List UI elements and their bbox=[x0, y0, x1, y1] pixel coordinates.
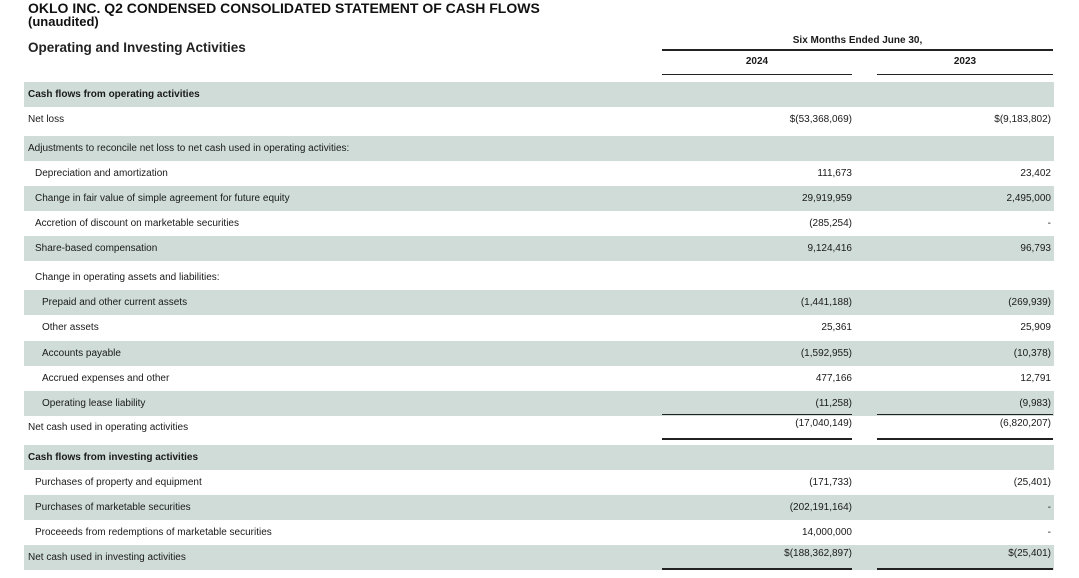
row-label: Accounts payable bbox=[42, 348, 121, 359]
value-2023: - bbox=[1047, 502, 1051, 513]
value-2023: 96,793 bbox=[1020, 243, 1051, 254]
row-label: Net cash used in investing activities bbox=[28, 552, 186, 563]
total-rule bbox=[662, 414, 852, 415]
value-2023: 2,495,000 bbox=[1006, 193, 1051, 204]
value-2023: 23,402 bbox=[1020, 168, 1051, 179]
total-rule bbox=[877, 568, 1053, 570]
row-label: Purchases of marketable securities bbox=[35, 502, 191, 513]
table-row bbox=[24, 265, 1054, 290]
page-title: OKLO INC. Q2 CONDENSED CONSOLIDATED STATEMENT OF CASH FLOWS bbox=[28, 0, 540, 16]
row-label: Adjustments to reconcile net loss to net cash used in operating activities: bbox=[28, 143, 350, 154]
table-row bbox=[24, 236, 1054, 261]
table-row bbox=[24, 495, 1054, 520]
row-label: Purchases of property and equipment bbox=[35, 477, 202, 488]
row-label: Share-based compensation bbox=[35, 243, 158, 254]
value-2023: 25,909 bbox=[1020, 322, 1051, 333]
year-2023-header: 2023 bbox=[953, 56, 977, 67]
row-label: Change in operating assets and liabilities: bbox=[35, 272, 220, 283]
value-2024 bbox=[692, 136, 852, 161]
value-2024: (202,191,164) bbox=[789, 502, 852, 513]
row-label: Proceeeds from redemptions of marketable securities bbox=[35, 527, 272, 538]
period-rule bbox=[662, 49, 1053, 51]
table-row bbox=[24, 107, 1054, 132]
value-2024: (17,040,149) bbox=[795, 418, 852, 429]
value-2023 bbox=[891, 445, 1051, 470]
table-row bbox=[24, 211, 1054, 236]
row-label: Net cash used in operating activities bbox=[28, 422, 189, 433]
value-2023: $(9,183,802) bbox=[994, 114, 1051, 125]
value-2024: 25,361 bbox=[821, 322, 852, 333]
row-label: Accretion of discount on marketable securities bbox=[35, 218, 239, 229]
value-2023: 12,791 bbox=[1020, 373, 1051, 384]
table-row bbox=[24, 136, 1054, 161]
year-2024-header: 2024 bbox=[745, 56, 769, 67]
value-2024: (285,254) bbox=[809, 218, 852, 229]
value-2023 bbox=[891, 265, 1051, 290]
period-header: Six Months Ended June 30, bbox=[792, 35, 923, 46]
table-row bbox=[24, 161, 1054, 186]
value-2024: $(53,368,069) bbox=[789, 114, 852, 125]
year-2024-rule bbox=[662, 74, 852, 75]
table-row bbox=[24, 366, 1054, 391]
row-label: Other assets bbox=[42, 322, 99, 333]
row-label: Accrued expenses and other bbox=[42, 373, 170, 384]
section-heading: Operating and Investing Activities bbox=[28, 40, 246, 55]
row-label: Change in fair value of simple agreement for future equity bbox=[35, 193, 290, 204]
row-label: Cash flows from operating activities bbox=[28, 89, 200, 100]
value-2023 bbox=[891, 136, 1051, 161]
table-row bbox=[24, 415, 1054, 440]
table-row bbox=[24, 545, 1054, 570]
value-2023: - bbox=[1047, 218, 1051, 229]
value-2024 bbox=[692, 265, 852, 290]
value-2024: (11,258) bbox=[815, 398, 852, 409]
total-rule bbox=[877, 438, 1053, 440]
value-2024 bbox=[692, 445, 852, 470]
value-2023 bbox=[891, 82, 1051, 107]
value-2024: 14,000,000 bbox=[801, 527, 852, 538]
value-2024: (171,733) bbox=[809, 477, 852, 488]
table-row bbox=[24, 341, 1054, 366]
table-row bbox=[24, 290, 1054, 315]
page-subtitle: (unaudited) bbox=[28, 14, 99, 29]
value-2023: (25,401) bbox=[1013, 477, 1051, 488]
total-rule bbox=[662, 438, 852, 440]
total-rule bbox=[662, 568, 852, 570]
row-label: Cash flows from investing activities bbox=[28, 452, 199, 463]
value-2024: (1,441,188) bbox=[800, 297, 852, 308]
value-2023: (6,820,207) bbox=[999, 418, 1051, 429]
value-2023: (269,939) bbox=[1008, 297, 1051, 308]
value-2024: 111,673 bbox=[817, 168, 852, 179]
row-label: Prepaid and other current assets bbox=[42, 297, 188, 308]
table-row bbox=[24, 470, 1054, 495]
value-2024: $(188,362,897) bbox=[784, 548, 852, 559]
value-2024: 477,166 bbox=[815, 373, 852, 384]
row-label: Net loss bbox=[28, 114, 65, 125]
value-2024: (1,592,955) bbox=[800, 348, 852, 359]
value-2023: - bbox=[1047, 527, 1051, 538]
table-row bbox=[24, 445, 1054, 470]
table-row bbox=[24, 315, 1054, 340]
total-rule bbox=[877, 414, 1053, 415]
value-2023: $(25,401) bbox=[1008, 548, 1051, 559]
value-2024: 9,124,416 bbox=[807, 243, 852, 254]
value-2024: 29,919,959 bbox=[801, 193, 852, 204]
value-2023: (9,983) bbox=[1019, 398, 1051, 409]
row-label: Depreciation and amortization bbox=[35, 168, 168, 179]
table-row bbox=[24, 186, 1054, 211]
year-2023-rule bbox=[877, 74, 1053, 75]
table-row bbox=[24, 82, 1054, 107]
row-label: Operating lease liability bbox=[42, 398, 146, 409]
value-2023: (10,378) bbox=[1013, 348, 1051, 359]
value-2024 bbox=[692, 82, 852, 107]
